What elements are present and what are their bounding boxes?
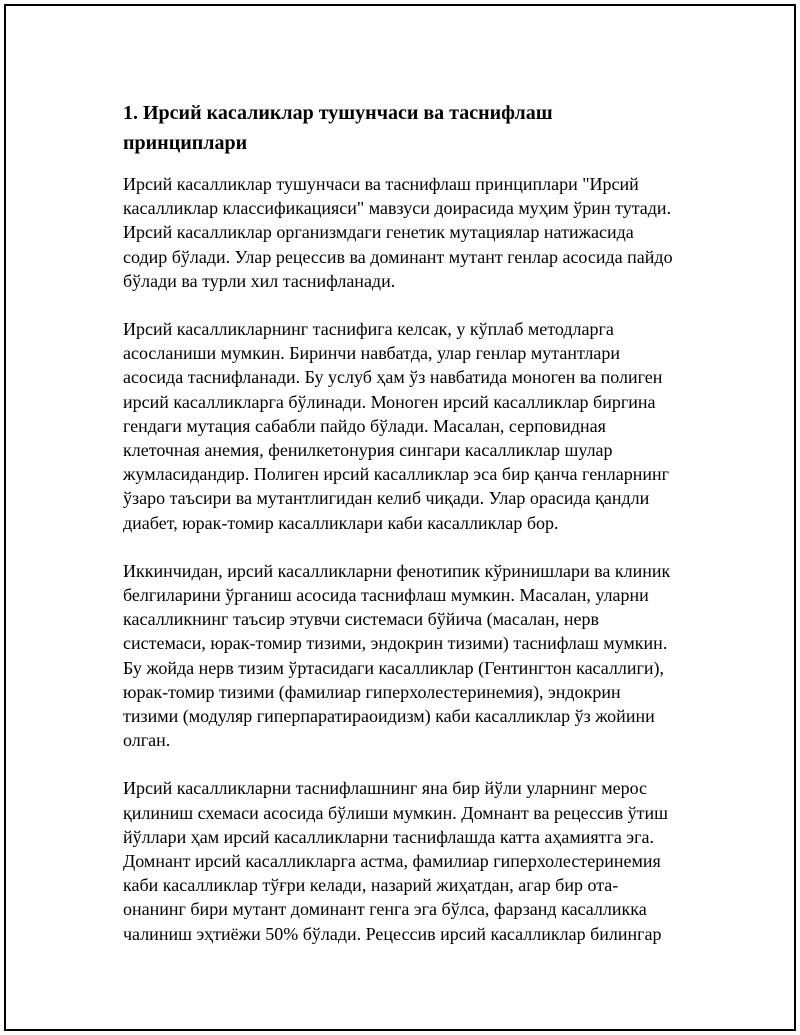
document-body <box>123 98 713 946</box>
text-line: асосланиши мумкин. Биринчи навбатда, улар генлар мутантлари <box>123 343 621 364</box>
text-line: Ирсий касалликлар организмдаги генетик мутациялар натижасида <box>123 222 634 243</box>
text-line: клеточная анемия, фенилкетонурия сингари касалликлар шулар <box>123 440 613 461</box>
text-line: белгиларини ўрганиш асосида таснифлаш мумкин. Масалан, уларни <box>123 585 649 606</box>
text-line: диабет, юрак-томир касалликлари каби касалликлар бор. <box>123 512 559 533</box>
text-line: каби касалликлар тўғри келади, назарий жиҳатдан, агар бир ота- <box>123 875 619 896</box>
text-line: касалликнинг таъсир этувчи системаси бўйича (масалан, нерв <box>123 609 599 630</box>
text-line: чалиниш эҳтиёжи 50% бўлади. Рецессив ирсий касалликлар билингар <box>123 923 662 944</box>
text-line: касалликлар классификацияси" мавзуси доирасида муҳим ўрин тутади. <box>123 198 672 219</box>
text-line: ирсий касалликларга бўлинади. Моноген ирсий касалликлар биргина <box>123 391 656 412</box>
page-frame <box>4 4 796 1031</box>
paragraph-4 <box>123 776 713 945</box>
text-line: Ирсий касалликларни таснифлашнинг яна бир йўли уларнинг мерос <box>123 778 648 799</box>
heading-line: принциплари <box>123 132 248 154</box>
text-line: юрак-томир тизими (фамилиар гиперхолестеринемия), эндокрин <box>123 681 621 702</box>
text-line: йўллари ҳам ирсий касалликларни таснифлашда катта аҳамиятга эга. <box>123 826 654 847</box>
text-line: қилиниш схемаси асосида бўлиши мумкин. Домнант ва рецессив ўтиш <box>123 802 669 823</box>
text-line: олган. <box>123 730 171 751</box>
paragraph-3 <box>123 559 713 753</box>
heading-line: 1. Ирсий касаликлар тушунчаси ва таснифлаш <box>123 102 553 124</box>
text-line: онанинг бири мутант доминант генга эга бўлса, фарзанд касалликка <box>123 899 647 920</box>
paragraph-1 <box>123 172 713 293</box>
text-line: содир бўлади. Улар рецессив ва доминант мутант генлар асосида пайдо <box>123 246 673 267</box>
text-line: гендаги мутация сабабли пайдо бўлади. Масалан, серповидная <box>123 415 606 436</box>
text-line: ўзаро таъсири ва мутантлигидан келиб чиқади. Улар орасида қандли <box>123 488 650 509</box>
paragraph-2 <box>123 317 713 535</box>
text-line: тизими (модуляр гиперпаратираоидизм) каби касалликлар ўз жойини <box>123 706 655 727</box>
text-line: Ирсий касалликларнинг таснифига келсак, у кўплаб методларга <box>123 319 614 340</box>
text-line: Бу жойда нерв тизим ўртасидаги касалликлар (Гентингтон касаллиги), <box>123 657 665 678</box>
text-line: жумласидандир. Полиген ирсий касалликлар эса бир қанча генларнинг <box>123 464 670 485</box>
text-line: бўлади ва турли хил таснифланади. <box>123 270 396 291</box>
text-line: Ирсий касалликлар тушунчаси ва таснифлаш принциплари "Ирсий <box>123 174 639 194</box>
section-heading <box>123 98 713 158</box>
text-line: Домнант ирсий касалликларга астма, фамилиар гиперхолестеринемия <box>123 851 661 872</box>
text-line: системаси, юрак-томир тизими, эндокрин тизими) таснифлаш мумкин. <box>123 633 668 654</box>
text-line: асосида таснифланади. Бу услуб ҳам ўз навбатида моноген ва полиген <box>123 367 663 388</box>
text-line: Иккинчидан, ирсий касалликларни фенотипик кўринишлари ва клиник <box>123 560 671 581</box>
